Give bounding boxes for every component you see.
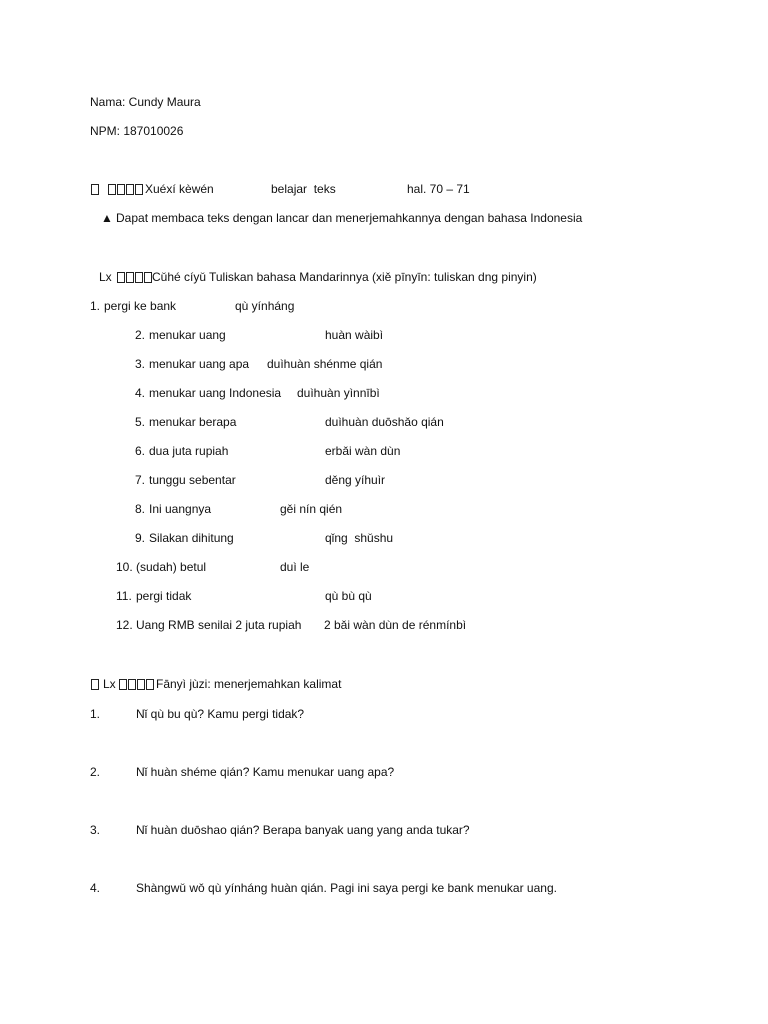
vocab-number: 7.	[135, 473, 146, 487]
vocab-indonesian: tunggu sebentar	[149, 473, 236, 487]
missing-glyph-icon	[119, 679, 154, 690]
vocab-indonesian: Ini uangnya	[149, 502, 212, 516]
translation-number: 2.	[90, 765, 101, 779]
vocab-pinyin: duìhuàn duōshǎo qián	[325, 415, 444, 429]
vocab-pinyin: qù yínháng	[235, 299, 295, 313]
vocab-number: 12.	[116, 618, 133, 632]
vocab-number: 5.	[135, 415, 146, 429]
translation-number: 4.	[90, 881, 101, 895]
vocab-pinyin: qǐng shǔshu	[325, 531, 394, 545]
translation-sentence: Shàngwǔ wǒ qù yínháng huàn qián. Pagi ini saya pergi ke bank menukar uang.	[136, 881, 557, 895]
section-3-lx: Lx	[103, 677, 116, 691]
vocab-indonesian: menukar uang Indonesia	[149, 386, 282, 400]
translation-sentence: Nǐ huàn duōshao qián? Berapa banyak uang yang anda tukar?	[136, 823, 470, 837]
vocab-number: 11.	[116, 589, 132, 603]
bullet-triangle-icon: ▲	[101, 211, 113, 225]
missing-glyph-icon	[91, 679, 99, 690]
missing-glyph-icon	[108, 184, 143, 195]
section-3-title: Fānyì jùzi: menerjemahkan kalimat	[156, 677, 342, 691]
vocab-pinyin: erbǎi wàn dùn	[325, 444, 401, 458]
student-npm: NPM: 187010026	[90, 124, 184, 138]
vocab-pinyin: huàn wàibì	[325, 328, 384, 342]
translation-number: 3.	[90, 823, 101, 837]
vocab-pinyin: duì le	[280, 560, 310, 574]
vocab-number: 3.	[135, 357, 146, 371]
student-name: Nama: Cundy Maura	[90, 95, 201, 109]
section-1-objective: Dapat membaca teks dengan lancar dan menerjemahkannya dengan bahasa Indonesia	[116, 211, 583, 225]
vocab-indonesian: (sudah) betul	[136, 560, 207, 574]
vocab-indonesian: Uang RMB senilai 2 juta rupiah	[136, 618, 302, 632]
section-2-lx: Lx	[99, 270, 112, 284]
vocab-number: 4.	[135, 386, 146, 400]
section-2-pinyin: Cǔhé cíyǔ	[152, 270, 207, 284]
vocab-indonesian: pergi tidak	[136, 589, 192, 603]
vocab-pinyin: 2 bǎi wàn dùn de rénmínbì	[324, 618, 467, 632]
vocab-number: 1.	[90, 299, 101, 313]
section-2-instruction: Tuliskan bahasa Mandarinnya (xiě pīnyīn: tuliskan dng pinyin)	[209, 270, 537, 284]
vocab-indonesian: menukar uang	[149, 328, 226, 342]
vocab-indonesian: pergi ke bank	[104, 299, 177, 313]
missing-glyph-icon	[117, 272, 152, 283]
translation-sentence: Nǐ qù bu qù? Kamu pergi tidak?	[136, 707, 305, 721]
translation-sentence: Nǐ huàn shéme qián? Kamu menukar uang apa?	[136, 765, 395, 779]
vocab-number: 6.	[135, 444, 146, 458]
translation-number: 1.	[90, 707, 101, 721]
section-1-meaning: belajar teks	[271, 182, 336, 196]
vocab-indonesian: menukar berapa	[149, 415, 237, 429]
section-1-pages: hal. 70 – 71	[407, 182, 470, 196]
vocab-number: 2.	[135, 328, 146, 342]
vocab-pinyin: duìhuàn yìnnībì	[297, 386, 380, 400]
vocab-pinyin: gěi nín qién	[280, 502, 343, 516]
vocab-number: 8.	[135, 502, 146, 516]
vocab-indonesian: dua juta rupiah	[149, 444, 229, 458]
missing-glyph-icon	[91, 184, 99, 195]
vocab-pinyin: qù bù qù	[325, 589, 372, 603]
vocab-indonesian: Silakan dihitung	[149, 531, 234, 545]
vocab-pinyin: děng yíhuìr	[325, 473, 386, 487]
section-1-pinyin: Xuéxí kèwén	[145, 182, 214, 196]
vocab-number: 10.	[116, 560, 133, 574]
vocab-indonesian: menukar uang apa	[149, 357, 250, 371]
vocab-number: 9.	[135, 531, 146, 545]
vocab-pinyin: duìhuàn shénme qián	[267, 357, 383, 371]
